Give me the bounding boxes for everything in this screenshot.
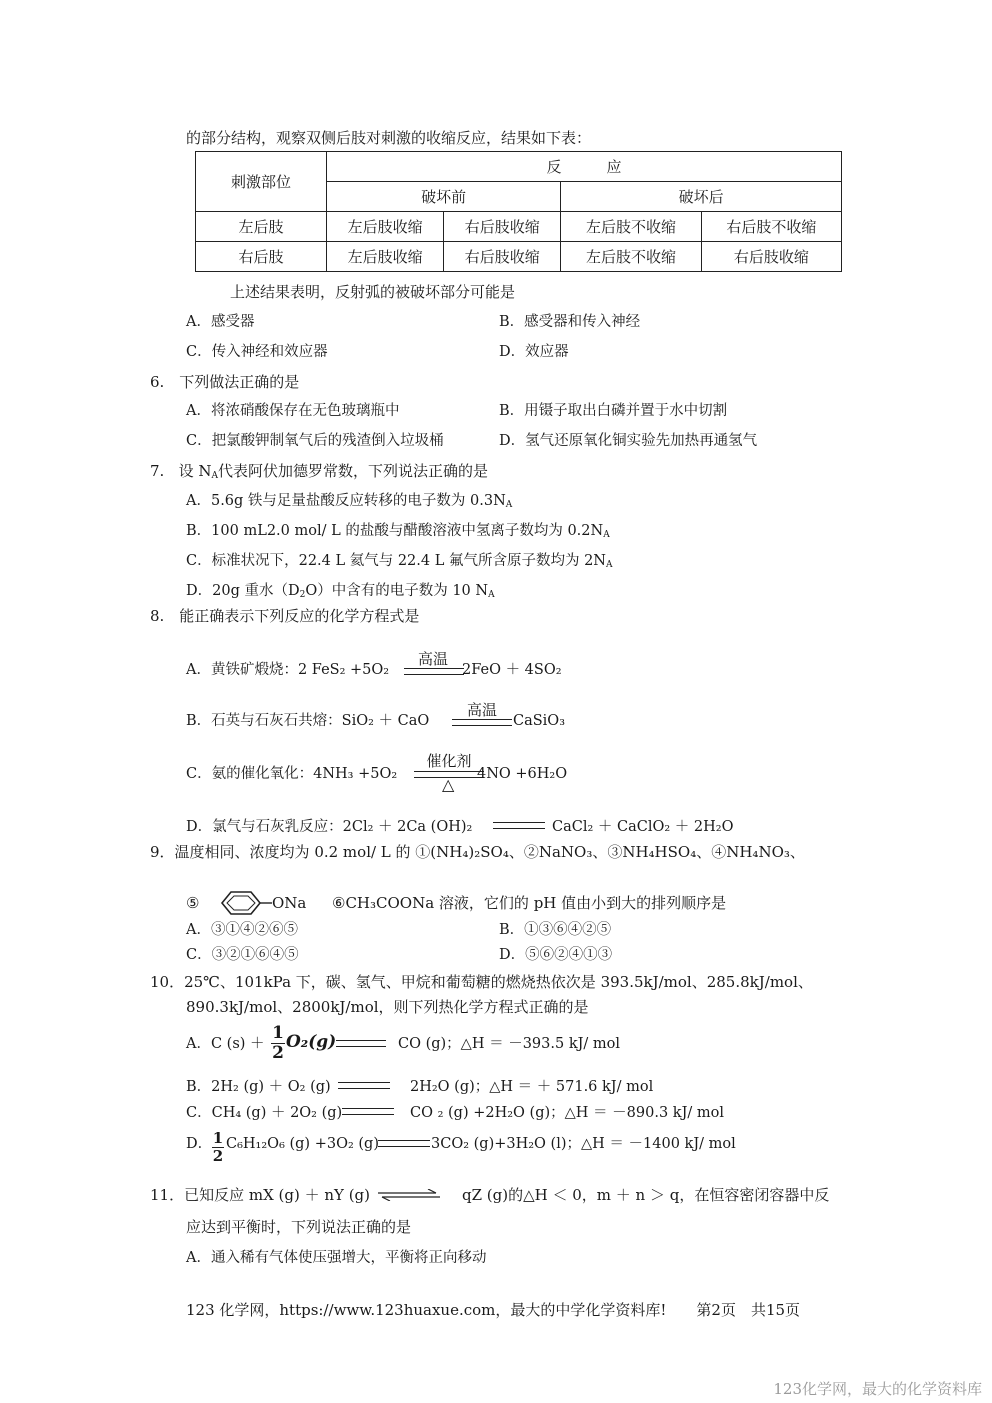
table-cell: 左后肢收缩: [327, 212, 444, 242]
q10-option-d-part2: C₆H₁₂O₆ (g) +3O₂ (g): [226, 1136, 379, 1152]
q7-option-c-text: C．标准状况下，22.4 L 氦气与 22.4 L 氟气所含原子数均为 2N: [186, 553, 606, 569]
q10-option-d-part3: 3CO₂ (g)+3H₂O (l)；△H ＝ －1400 kJ/ mol: [431, 1136, 736, 1152]
q10-option-d-part1: D．: [186, 1136, 213, 1152]
q8-option-c-product: 4NO +6H₂O: [477, 766, 568, 782]
subscript: A: [603, 530, 610, 540]
table-cell: 右后肢不收缩: [701, 212, 841, 242]
table-cell: 左后肢: [196, 212, 327, 242]
q10-option-b-part2: 2H₂O (g)；△H ＝ ＋ 571.6 kJ/ mol: [410, 1079, 654, 1095]
q7-option-b: [186, 521, 610, 545]
fraction-half: [271, 1024, 285, 1063]
q8-c-condition: 催化剂: [426, 752, 472, 770]
before-header: 破坏前: [327, 182, 561, 212]
table-row: [196, 212, 842, 242]
q8-option-b-text: B．石英与石灰石共熔：SiO₂ ＋ CaO: [186, 713, 430, 729]
q9-option-c: C．③②①⑥④⑤: [186, 947, 299, 963]
fraction-numerator: 1: [212, 1129, 224, 1147]
fraction-denominator: 2: [212, 1147, 224, 1165]
q8-stem: 8. 能正确表示下列反应的化学方程式是: [150, 607, 420, 625]
q5-option-d: D．效应器: [499, 344, 569, 360]
q7-option-b-text: B．100 mL2.0 mol/ L 的盐酸与醋酸溶液中氢离子数均为 0.2N: [186, 523, 604, 539]
q7-option-a: [186, 491, 512, 515]
q10-option-a-part1: A．C (s) ＋: [186, 1036, 265, 1052]
q6-option-b: B．用镊子取出白磷并置于水中切割: [499, 403, 728, 419]
table-cell: 右后肢收缩: [701, 242, 841, 272]
subscript: 2: [299, 590, 306, 600]
q8-option-a-text: A．黄铁矿煅烧：2 FeS₂ +5O₂: [186, 662, 390, 678]
q9-option-b: B．①③⑥④②⑤: [499, 922, 612, 938]
q11-stem-line2: 应达到平衡时，下列说法正确的是: [186, 1218, 412, 1236]
q10-option-b-part1: B．2H₂ (g) ＋ O₂ (g): [186, 1079, 331, 1095]
q11-stem-part1: 11．已知反应 mX (g) ＋ nY (g): [150, 1186, 371, 1204]
intro-text: 的部分结构，观察双侧后肢对刺激的收缩反应，结果如下表：: [186, 129, 592, 147]
page-footer: 123 化学网，https://www.123huaxue.com，最大的中学化学资料库! 第2页 共15页: [186, 1301, 801, 1319]
q9-stem: 9．温度相同、浓度均为 0.2 mol/ L 的 ①(NH₄)₂SO₄、②NaNO₃、③NH₄HSO₄、④NH₄NO₃、: [150, 843, 805, 861]
q8-option-d-text: D．氯气与石灰乳反应：2Cl₂ ＋ 2Ca (OH)₂: [186, 819, 473, 835]
q10-option-c-part1: C．CH₄ (g) ＋ 2O₂ (g): [186, 1105, 343, 1121]
q9-ona: ONa: [272, 894, 307, 912]
stim-header: 刺激部位: [196, 152, 327, 212]
subscript: A: [488, 590, 495, 600]
q7-stem-sub: A: [211, 471, 219, 481]
q5-option-b: B．感受器和传入神经: [499, 314, 641, 330]
equals-sign: [338, 1082, 390, 1089]
q5-stem: 上述结果表明，反射弧的被破坏部分可能是: [230, 283, 516, 301]
q7-number: 7.: [150, 462, 165, 480]
q7-option-d: [186, 581, 495, 605]
reaction-header: 反 应: [327, 152, 842, 182]
q5-option-c: C．传入神经和效应器: [186, 344, 328, 360]
q7-option-c: [186, 551, 613, 575]
q9-stem-line2: ⑥CH₃COONa 溶液，它们的 pH 值由小到大的排列顺序是: [332, 894, 727, 912]
q7-option-d-text2: O）中含有的电子数为 10 N: [305, 583, 489, 599]
benzene-ring-icon: [218, 889, 272, 917]
equals-sign: [404, 668, 464, 675]
q7-option-d-text1: D．20g 重水（D: [186, 583, 300, 599]
subscript: A: [606, 560, 613, 570]
q8-option-d-product: CaCl₂ ＋ CaClO₂ ＋ 2H₂O: [552, 819, 734, 835]
table-row: [196, 242, 842, 272]
table-cell: 右后肢收缩: [444, 212, 561, 242]
q9-option-a: A．③①④②⑥⑤: [186, 922, 298, 938]
equals-sign: [336, 1040, 386, 1047]
table-cell: 左后肢收缩: [327, 242, 444, 272]
table-cell: 右后肢收缩: [444, 242, 561, 272]
fraction-denominator: 2: [272, 1043, 284, 1063]
q9-option-d: D．⑤⑥②④①③: [499, 947, 613, 963]
q10-option-a-part2: CO (g)；△H ＝ －393.5 kJ/ mol: [398, 1036, 621, 1052]
q6-option-c: C．把氯酸钾制氧气后的残渣倒入垃圾桶: [186, 433, 444, 449]
fraction-half: [212, 1130, 224, 1165]
q7-option-a-text: A．5.6g 铁与足量盐酸反应转移的电子数为 0.3N: [186, 493, 506, 509]
q8-option-a-product: 2FeO ＋ 4SO₂: [462, 662, 562, 678]
q8-b-condition: 高温: [466, 701, 497, 719]
after-header: 破坏后: [561, 182, 842, 212]
table-cell: 左后肢不收缩: [561, 242, 701, 272]
q10-option-c-part2: CO ₂ (g) +2H₂O (g)；△H ＝ －890.3 kJ/ mol: [410, 1105, 724, 1121]
q8-a-condition: 高温: [417, 650, 448, 668]
q10-stem-line1: 10．25℃、101kPa 下，碳、氢气、甲烷和葡萄糖的燃烧热依次是 393.5kJ/mol、285.8kJ/mol、: [150, 973, 813, 991]
fraction-numerator: 1: [272, 1023, 284, 1043]
q11-option-a: A．通入稀有气体使压强增大，平衡将正向移动: [186, 1250, 487, 1266]
table-cell: 右后肢: [196, 242, 327, 272]
q10-stem-line2: 890.3kJ/mol、2800kJ/mol，则下列热化学方程式正确的是: [186, 998, 589, 1016]
q6-option-d: D．氢气还原氧化铜实验先加热再通氢气: [499, 433, 758, 449]
watermark: 123化学网，最大的化学资料库: [773, 1380, 982, 1398]
q6-stem: 6. 下列做法正确的是: [150, 373, 300, 391]
q8-option-c-text: C．氨的催化氧化：4NH₃ +5O₂: [186, 766, 398, 782]
q7-stem-part1: 设 N: [178, 462, 212, 480]
q10-option-a-o2: O₂(g): [286, 1032, 337, 1052]
q7-stem: [150, 461, 488, 486]
equals-sign: [493, 822, 545, 829]
equals-sign: [452, 719, 512, 726]
experiment-table: [195, 151, 842, 272]
equals-sign: [378, 1140, 430, 1147]
q6-option-a: A．将浓硝酸保存在无色玻璃瓶中: [186, 403, 400, 419]
heat-icon: △: [442, 775, 455, 794]
q9-item5-label: ⑤: [186, 894, 200, 912]
reversible-arrow-icon: [378, 1189, 440, 1201]
equals-sign: [342, 1108, 394, 1115]
q5-option-a: A．感受器: [186, 314, 255, 330]
q7-stem-part2: 代表阿伏加德罗常数，下列说法正确的是: [218, 462, 489, 480]
q11-stem-part2: qZ (g)的△H ＜ 0，m ＋ n ＞ q，在恒容密闭容器中反: [462, 1186, 830, 1204]
q8-option-b-product: CaSiO₃: [513, 713, 566, 729]
table-cell: 左后肢不收缩: [561, 212, 701, 242]
subscript: A: [505, 500, 513, 510]
